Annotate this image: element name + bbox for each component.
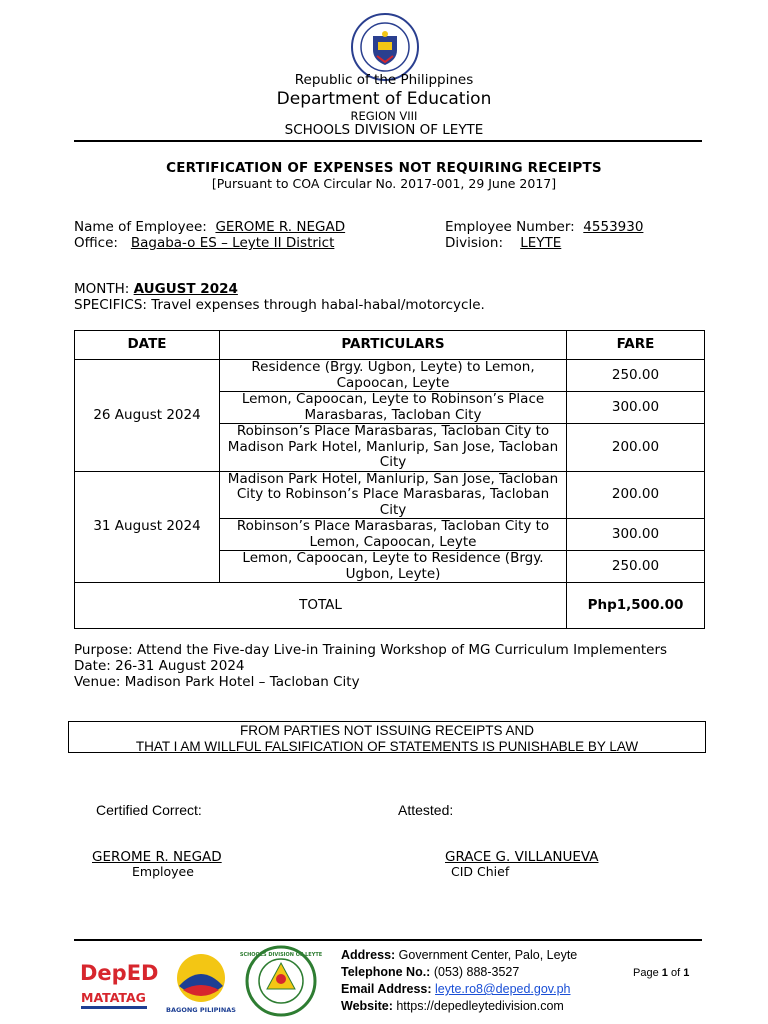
bagong-pilipinas-logo (165, 950, 237, 1016)
fare-cell: 200.00 (567, 424, 705, 472)
purpose-text: Purpose: Attend the Five-day Live-in Training Workshop of MG Curriculum Implementers (74, 642, 668, 658)
total-row (75, 583, 705, 629)
footer-contact (341, 947, 641, 1015)
footer-address: Address: Government Center, Palo, Leyte (341, 948, 578, 962)
warning-line-2: THAT I AM WILLFUL FALSIFICATION OF STATEMENTS IS PUNISHABLE BY LAW (135, 738, 639, 754)
cid-chief-name: GRACE G. VILLANUEVA (445, 849, 599, 865)
office-label: Office: (74, 235, 118, 251)
division-label: Division: (445, 235, 504, 251)
table-row (75, 360, 705, 392)
header-date: DATE (75, 331, 220, 360)
website-link[interactable]: https://depedleytedivision.com (396, 999, 564, 1013)
date-text: Date: 26-31 August 2024 (74, 658, 245, 674)
bagong-pilipinas-wordmark: BAGONG PILIPINAS (166, 1006, 236, 1014)
fare-cell: 300.00 (567, 392, 705, 424)
warning-line-1: FROM PARTIES NOT ISSUING RECEIPTS AND (239, 723, 535, 738)
office-row (74, 235, 334, 251)
matatag-wordmark: MATATAG (81, 990, 146, 1005)
header-divider (74, 140, 702, 142)
date-cell: 31 August 2024 (75, 471, 220, 583)
office-value: Bagaba-o ES – Leyte II District (130, 235, 335, 251)
employee-name-label: Name of Employee: (74, 219, 207, 235)
particulars-cell: Residence (Brgy. Ugbon, Leyte) to Lemon, Capoocan, Leyte (220, 360, 567, 392)
particulars-cell: Madison Park Hotel, Manlurip, San Jose, Tacloban City to Robinson’s Place Marasbaras, Tacloban City (220, 471, 567, 519)
document-title: CERTIFICATION OF EXPENSES NOT REQUIRING RECEIPTS (166, 160, 602, 176)
division-heading: SCHOOLS DIVISION OF LEYTE (284, 122, 484, 138)
document-subtitle: [Pursuant to COA Circular No. 2017-001, 29 June 2017] (211, 176, 557, 191)
table-header-row (75, 331, 705, 360)
particulars-cell: Robinson’s Place Marasbaras, Tacloban City to Madison Park Hotel, Manlurip, San Jose, Tacloban City (220, 424, 567, 472)
employee-number-value: 4553930 (583, 219, 644, 235)
particulars-cell: Lemon, Capoocan, Leyte to Robinson’s Place Marasbaras, Tacloban City (220, 392, 567, 424)
employee-number-row (445, 219, 643, 235)
month-value: AUGUST 2024 (133, 281, 238, 297)
department-heading: Department of Education (276, 89, 492, 109)
division-seal-text: SCHOOLS DIVISION OF LEYTE (239, 952, 323, 958)
fare-cell: 250.00 (567, 360, 705, 392)
division-of-leyte-seal (239, 945, 323, 1017)
total-value: Php1,500.00 (567, 583, 705, 629)
particulars-cell: Lemon, Capoocan, Leyte to Residence (Brgy. Ugbon, Leyte) (220, 551, 567, 583)
fare-cell: 200.00 (567, 471, 705, 519)
employee-number-label: Employee Number: (445, 219, 575, 235)
expense-table (74, 330, 705, 629)
email-link[interactable]: leyte.ro8@deped.gov.ph (435, 982, 571, 996)
attested-label: Attested: (398, 802, 454, 818)
division-row (445, 235, 561, 251)
footer-divider (74, 939, 702, 941)
division-value: LEYTE (520, 235, 562, 251)
month-label: MONTH: (74, 281, 130, 297)
deped-wordmark: DepED (80, 961, 159, 985)
employee-name-value: GEROME R. NEGAD (215, 219, 346, 235)
total-label: TOTAL (75, 583, 567, 629)
page-number: Page 1 of 1 (633, 967, 690, 979)
month-row (74, 281, 238, 297)
employee-signatory-name: GEROME R. NEGAD (92, 849, 222, 865)
table-row (75, 471, 705, 519)
region-heading: REGION VIII (350, 109, 418, 123)
republic-heading: Republic of the Philippines (294, 72, 474, 88)
employee-name-row (74, 219, 345, 235)
warning-box (68, 721, 706, 753)
particulars-cell: Robinson’s Place Marasbaras, Tacloban City to Lemon, Capoocan, Leyte (220, 519, 567, 551)
date-cell: 26 August 2024 (75, 360, 220, 472)
header-fare: FARE (567, 331, 705, 360)
footer-website: Website: https://depedleytedivision.com (341, 999, 564, 1013)
fare-cell: 300.00 (567, 519, 705, 551)
employee-signatory-role: Employee (132, 864, 194, 879)
certified-correct-label: Certified Correct: (96, 802, 202, 818)
footer-phone: Telephone No.: (053) 888-3527 (341, 965, 520, 979)
deped-matatag-logo (78, 952, 159, 1014)
header-particulars: PARTICULARS (220, 331, 567, 360)
fare-cell: 250.00 (567, 551, 705, 583)
footer-email: Email Address: leyte.ro8@deped.gov.ph (341, 982, 571, 996)
cid-chief-role: CID Chief (451, 864, 510, 879)
venue-text: Venue: Madison Park Hotel – Tacloban City (74, 674, 360, 690)
specifics-text: SPECIFICS: Travel expenses through habal-habal/motorcycle. (74, 297, 485, 313)
